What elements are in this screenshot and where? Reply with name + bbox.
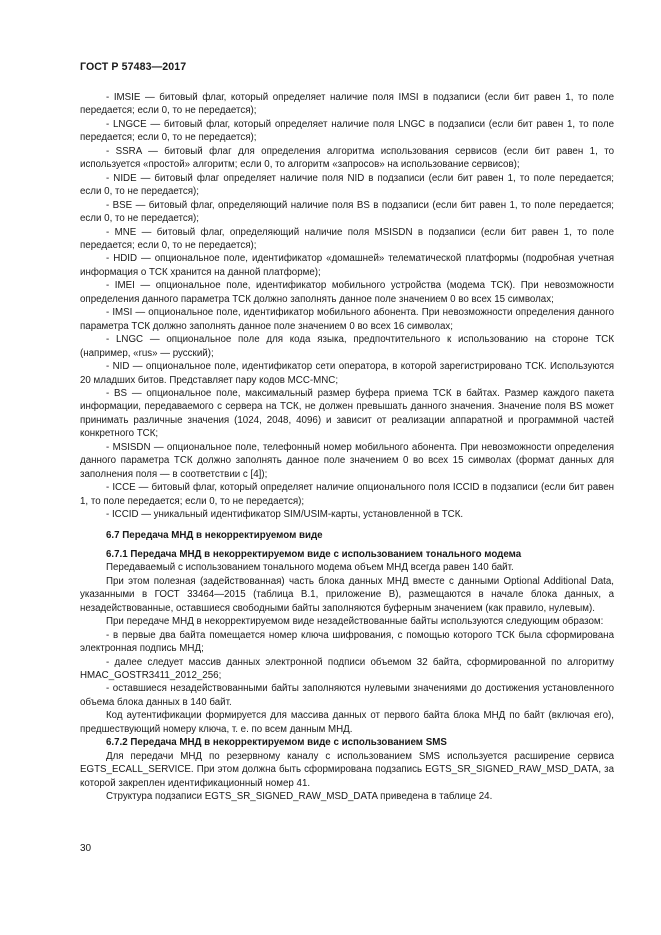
field-iccid: - ICCID — уникальный идентификатор SIM/USIM-карты, установленной в ТСК. <box>106 509 464 521</box>
subsection-heading-6-7-2: 6.7.2 Передача МНД в некорректируемом виде с использованием SMS <box>106 737 447 749</box>
page-number: 30 <box>80 843 92 854</box>
paragraph: Для передачи МНД по резервному каналу с использованием SMS используется расширение сервиса EGTS_ECALL_SERVICE. При этом должна быть сформирована подзапись EGTS_SR_SIGNED_RAW_MSD_DATA, за которой закреплен идентификационный номер 41. <box>80 750 614 789</box>
field-lngce: - LNGCE — битовый флаг, который определяет наличие поля LNGC в подзаписи (если бит равен 1, то поле передается; если 0, то не передается); <box>80 118 614 144</box>
field-lngc: - LNGC — опциональное поле для кода языка, предпочтительного к использованию на стороне ТСК (например, «rus» — русский); <box>80 334 614 359</box>
field-ssra: - SSRA — битовый флаг для определения алгоритма использования сервисов (если бит равен 1, то используется «простой» алгоритм; если 0, то алгоритм «запросов» на использование сервисов); <box>80 145 614 171</box>
document-header: ГОСТ Р 57483—2017 <box>80 61 187 73</box>
subsection-heading-6-7-1: 6.7.1 Передача МНД в некорректируемом виде с использованием тонального модема <box>106 548 522 560</box>
field-nid: - NID — опциональное поле, идентификатор сети оператора, в которой зарегистрировано ТСК. Используются 20 младших битов. Представляет пару кодов MCC-MNC; <box>80 361 614 386</box>
document-body <box>80 91 614 804</box>
paragraph: Код аутентификации формируется для массива данных от первого байта блока МНД по байт (включая его), предшествующий номеру ключа, т. е. по всем данным МНД. <box>80 710 614 735</box>
field-imsie: - IMSIE — битовый флаг, который определяет наличие поля IMSI в подзаписи (если бит равен 1, то поле передается; если 0, то не передается); <box>80 92 614 117</box>
section-heading-6-7: 6.7 Передача МНД в некорректируемом виде <box>106 529 323 541</box>
paragraph: При передаче МНД в некорректируемом виде незадействованные байты используются следующим образом: <box>106 616 604 628</box>
list-item: - в первые два байта помещается номер ключа шифрования, с помощью которого ТСК была сформирована электронная подпись МНД; <box>80 629 614 655</box>
field-nide: - NIDE — битовый флаг определяет наличие поля NID в подзаписи (если бит равен 1, то поле передается; если 0, то не передается); <box>80 172 614 198</box>
field-bs: - BS — опциональное поле, максимальный размер буфера приема ТСК в байтах. Размер каждого пакета информации, передаваемого с сервера на ТСК, не должен превышать данного значения. Значение поля BS может принимать различные значения (1024, 2048, 4096) и зависит от реализации аппаратной и программной частей конкретного ТСК; <box>80 387 614 440</box>
list-item: - оставшиеся незадействованными байты заполняются нулевыми значениями до достижения установленного объема блока данных в 140 байт. <box>80 683 614 708</box>
paragraph: Структура подзаписи EGTS_SR_SIGNED_RAW_MSD_DATA приведена в таблице 24. <box>106 791 493 803</box>
field-imsi: - IMSI — опциональное поле, идентификатор мобильного абонента. При невозможности определения данного параметра ТСК должно заполнять данное поле значением 0 во всех 16 символах; <box>80 307 614 332</box>
field-mne: - MNE — битовый флаг, определяющий наличие поля MSISDN в подзаписи (если бит равен 1, то поле передается; если 0, то не передается); <box>80 226 614 251</box>
paragraph: Передаваемый с использованием тонального модема объем МНД всегда равен 140 байт. <box>106 562 514 574</box>
field-bse: - BSE — битовый флаг, определяющий наличие поля BS в подзаписи (если бит равен 1, то поле передается; если 0, то не передается); <box>80 199 614 225</box>
paragraph: При этом полезная (задействованная) часть блока данных МНД вместе с данными Optional Additional Data, указанными в ГОСТ 33464—2015 (таблица В.1, приложение В), размещаются в начале блока данных, а незадействованные, оставшиеся свободными байты заполняются буферным значением (как правило, нулевым). <box>80 575 614 614</box>
field-msisdn: - MSISDN — опциональное поле, телефонный номер мобильного абонента. При невозможности определения данного параметра ТСК должно заполнять данное поле значением 0 во всех 15 символах (формат данных для заполнения поля — в соответствии с [4]); <box>80 441 614 480</box>
field-imei: - IMEI — опциональное поле, идентификатор мобильного устройства (модема ТСК). При невозможности определения данного параметра ТСК должно заполнять данное поле значением 0 во всех 15 символах; <box>80 280 614 305</box>
field-icce: - ICCE — битовый флаг, который определяет наличие опционального поля ICCID в подзаписи (если бит равен 1, то поле передается; если 0, то не передается); <box>80 482 614 507</box>
list-item: - далее следует массив данных электронной подписи объемом 32 байта, сформированной по алгоритму HMAC_GOSTR3411_2012_256; <box>80 656 614 682</box>
field-hdid: - HDID — опциональное поле, идентификатор «домашней» телематической платформы (подробная учетная информация о ТСК хранится на данной платформе); <box>80 253 614 278</box>
